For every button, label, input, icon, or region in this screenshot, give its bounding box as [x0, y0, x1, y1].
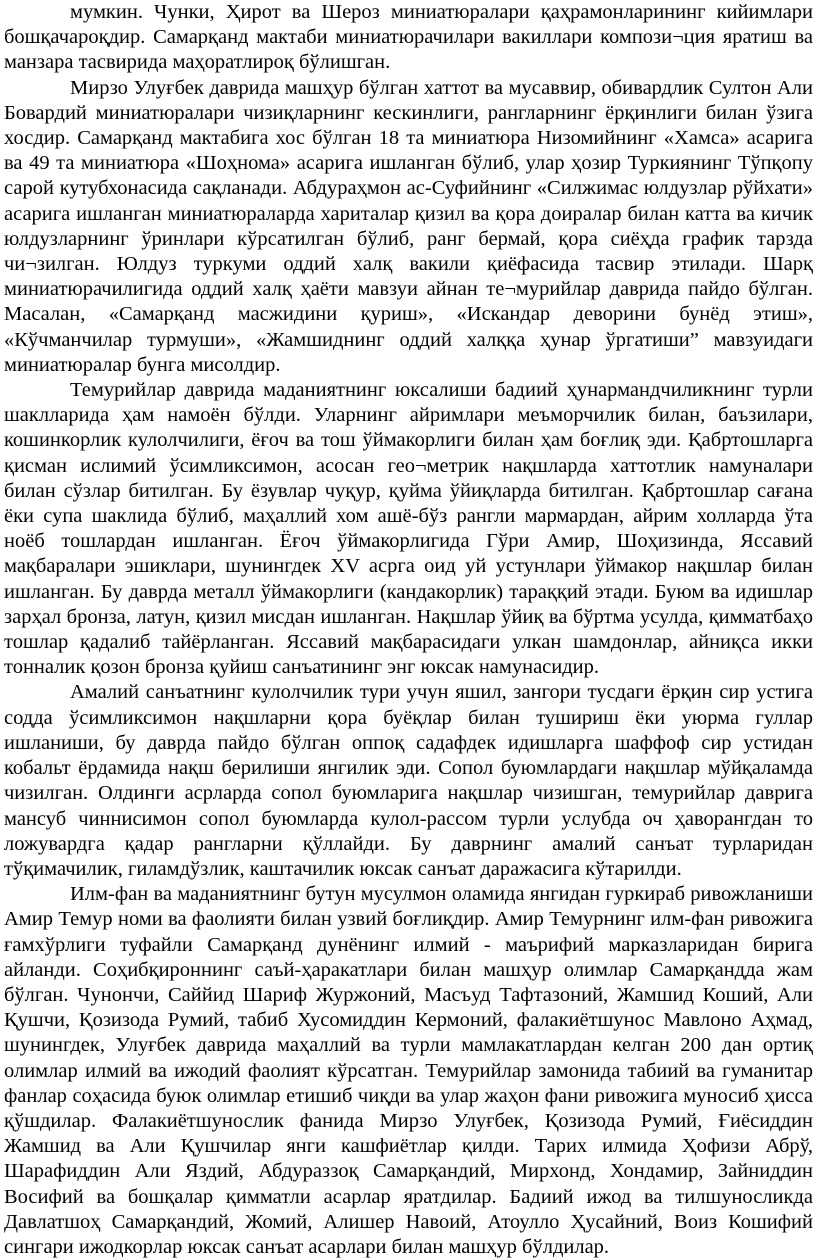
paragraph-5: Илм-фан ва маданиятнинг бутун мусулмон оламида янгидан гуркираб ривожланиши Амир Темур номи ва фаолияти билан узвий боғлиқдир. Амир Темурнинг илм-фан ривожига ғамхўрлиги туфайли Самарқанд дунёнинг илмий - маърифий марказларидан бирига айланди. Соҳибқироннинг саъй-ҳаракатлари билан машҳур олимлар Самарқандда жам бўлган. Чунончи, Саййид Шариф Журжоний, Масъуд Тафтазоний, Жамшид Коший, Али Қушчи, Қозизода Румий, табиб Хусомиддин Кермоний, фалакиётшунос Мавлоно Аҳмад, шунингдек, Улуғбек даврида маҳаллий ва турли мамлакатлардан келган 200 дан ортиқ олимлар илмий ва ижодий фаолият кўрсатган. Темурийлар замонида табиий ва гуманитар фанлар соҳасида буюк олимлар етишиб чиқди ва улар жаҳон фани ривожига муносиб ҳисса қўшдилар. Фалакиётшунослик фанида Мирзо Улуғбек, Қозизода Румий, Ғиёсиддин Жамшид ва Али Қушчилар янги кашфиётлар қилди. Тарих илмида Ҳофизи Абрў, Шарафиддин Али Яздий, Абдураззоқ Самарқандий, Мирхонд, Хондамир, Зайниддин Восифий ва бошқалар қимматли асарлар яратдилар. Бадиий ижод ва тилшуносликда Давлатшоҳ Самарқандий, Жомий, Алишер Навоий, Атоулло Ҳусайний, Воиз Кошифий сингари ижодкорлар юксак санъат асарлари билан машҳур бўлдилар. — [4, 883, 813, 1258]
paragraph-3: Темурийлар даврида маданиятнинг юксалиши бадиий ҳунармандчиликнинг турли шаклларида ҳам намоён бўлди. Уларнинг айримлари меъморчилик билан, баъзилари, кошинкорлик кулолчилиги, ёғоч ва тош ўймакорлиги билан ҳам боғлиқ эди. Қабртошларга қисман ислимий ўсимликсимон, асосан гео¬метрик нақшларда хаттотлик намуналари билан сўзлар битилган. Бу ёзувлар чуқур, қуйма ўйиқларда битилган. Қабртошлар сағана ёки супа шаклида бўлиб, маҳаллий хом ашё-бўз рангли мармардан, айрим холларда ўта ноёб тошлардан ишланган. Ёғоч ўймакорлигида Гўри Амир, Шоҳизинда, Яссавий мақбаралари эшиклари, шунингдек XV асрга оид уй устунлари ўймакор нақшлар билан ишланган. Бу даврда металл ўймакорлиги (кандакорлик) тараққий этади. Буюм ва идишлар зарҳал бронза, латун, қизил мисдан ишланган. Нақшлар ўйиқ ва бўртма усулда, қимматбаҳо тошлар қадалиб тайёрланган. Яссавий мақбарасидаги улкан шамдонлар, айниқса икки тонналик қозон бронза қуйиш санъатининг энг юксак намунасидир. — [4, 379, 813, 679]
paragraph-1: мумкин. Чунки, Ҳирот ва Шероз миниатюралари қаҳрамонларининг кийимлари бошқачароқдир. Самарқанд мактаби миниатюрачилари вакиллари компози¬ция яратиш ва манзара тасвирида маҳоратлироқ бўлишган. — [4, 1, 813, 74]
paragraph-2: Мирзо Улуғбек даврида машҳур бўлган хаттот ва мусаввир, обивардлик Султон Али Бовардий миниатюралари чизиқларнинг кескинлиги, рангларнинг ёрқинлиги билан ўзига хосдир. Самарқанд мактабига хос бўлган 18 та миниатюра Низомийнинг «Хамса» асарига ва 49 та миниатюра «Шоҳнома» асарига ишланган бўлиб, улар ҳозир Туркиянинг Тўпқопу сарой кутубхонасида сақланади. Абдураҳмон ас-Суфийнинг «Силжимас юлдузлар рўйхати» асарига ишланган миниатюраларда хариталар қизил ва қора доиралар билан катта ва кичик юлдузларнинг ўринлари кўрсатилган бўлиб, ранг бермай, қора сиёҳда график тарзда чи¬зилган. Юлдуз туркуми оддий халқ вакили қиёфасида тасвир этилади. Шарқ миниатюрачилигида оддий халқ ҳаёти мавзуи айнан те¬мурийлар даврида пайдо бўлган. Масалан, «Самарқанд масжидини қуриш», «Искандар деворини бунёд этиш», «Кўчманчилар турмуши», «Жамшиднинг оддий халққа ҳунар ўргатиши” мавзуидаги миниатюралар бунга мисолдир. — [4, 76, 813, 376]
paragraph-4: Амалий санъатнинг кулолчилик тури учун яшил, зангори тусдаги ёрқин сир устига содда ўсимликсимон нақшларни қора буёқлар билан тушириш ёки уюрма гуллар ишланиши, бу даврда пайдо бўлган оппоқ садафдек идишларга шаффоф сир устидан кобальт ёрдамида нақш берилиши янгилик эди. Сопол буюмлардаги нақшлар мўйқаламда чизилган. Олдинги асрларда сопол буюмларига нақшлар чизишган, темурийлар даврига мансуб чиннисимон сопол буюмларда кулол-рассом турли услубда оч ҳаворангдан то ложувардга қадар рангларни қўллайди. Бу даврнинг амалий санъат турларидан тўқимачилик, гиламдўзлик, каштачилик юксак санъат даражасига кўтарилди. — [4, 681, 813, 880]
